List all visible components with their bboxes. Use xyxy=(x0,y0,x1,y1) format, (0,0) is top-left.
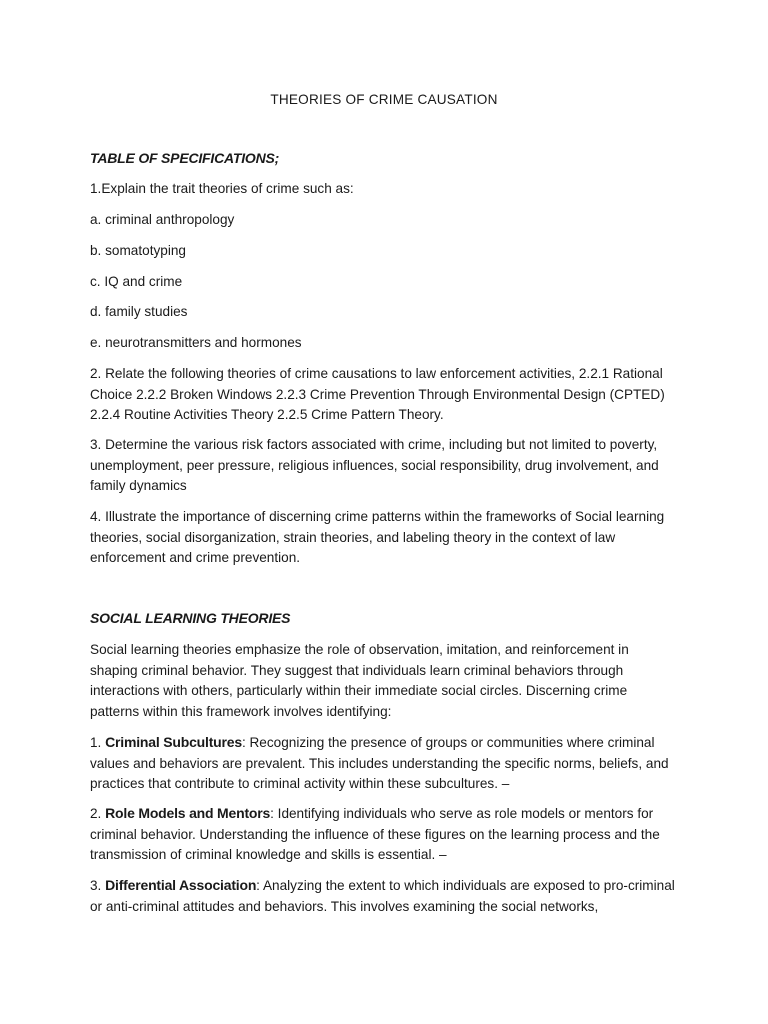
point-criminal-subcultures xyxy=(90,732,680,795)
objective-2: 2. Relate the following theories of crime causations to law enforcement activities, 2.2.1 Rational Choice 2.2.2 Broken Windows 2.2.3 Crime Prevention Through Environmental Design (CPTED) 2.2.4 Routine Activities Theory 2.2.5 Crime Pattern Theory. xyxy=(90,366,665,423)
point-term: Criminal Subcultures xyxy=(105,734,242,750)
point-text: : Recognizing the presence of groups or communities where criminal values and behaviors are prevalent. This includes understanding the specific norms, beliefs, and practices that contribute to criminal activity within these subcultures. – xyxy=(90,735,669,792)
point-number: 3. xyxy=(90,878,106,893)
point-text: : Analyzing the extent to which individuals are exposed to pro-criminal or anti-criminal attitudes and behaviors. This involves examining the social networks, xyxy=(90,878,675,914)
point-term: Differential Association xyxy=(105,877,257,893)
trait-item-a: a. criminal anthropology xyxy=(90,212,235,227)
objective-4: 4. Illustrate the importance of discerning crime patterns within the frameworks of Social learning theories, social disorganization, strain theories, and labeling theory in the context of law enforcement and crime prevention. xyxy=(90,509,665,566)
slt-intro: Social learning theories emphasize the role of observation, imitation, and reinforcement in shaping criminal behavior. They suggest that individuals learn criminal behaviors through interactions with others, particularly within their immediate social circles. Discerning crime patterns within this framework involves identifying: xyxy=(90,642,629,719)
trait-item-c: c. IQ and crime xyxy=(90,274,183,289)
point-number: 1. xyxy=(90,735,106,750)
point-differential-association xyxy=(90,875,680,917)
tos-heading: TABLE OF SPECIFICATIONS; xyxy=(90,150,280,166)
objective-1: 1.Explain the trait theories of crime such as: xyxy=(90,181,354,196)
point-number: 2. xyxy=(90,806,106,821)
point-role-models xyxy=(90,803,680,866)
trait-item-b: b. somatotyping xyxy=(90,243,186,258)
point-term: Role Models and Mentors xyxy=(105,805,271,821)
slt-heading: SOCIAL LEARNING THEORIES xyxy=(90,610,291,626)
document-title: THEORIES OF CRIME CAUSATION xyxy=(270,92,498,107)
trait-item-e: e. neurotransmitters and hormones xyxy=(90,335,302,350)
objective-3: 3. Determine the various risk factors associated with crime, including but not limited to poverty, unemployment, peer pressure, religious influences, social responsibility, drug involvement, and family dynamics xyxy=(90,437,659,494)
point-text: : Identifying individuals who serve as role models or mentors for criminal behavior. Understanding the influence of these figures on the learning process and the transmission of criminal knowledge and skills is essential. – xyxy=(90,806,660,863)
trait-item-d: d. family studies xyxy=(90,304,188,319)
